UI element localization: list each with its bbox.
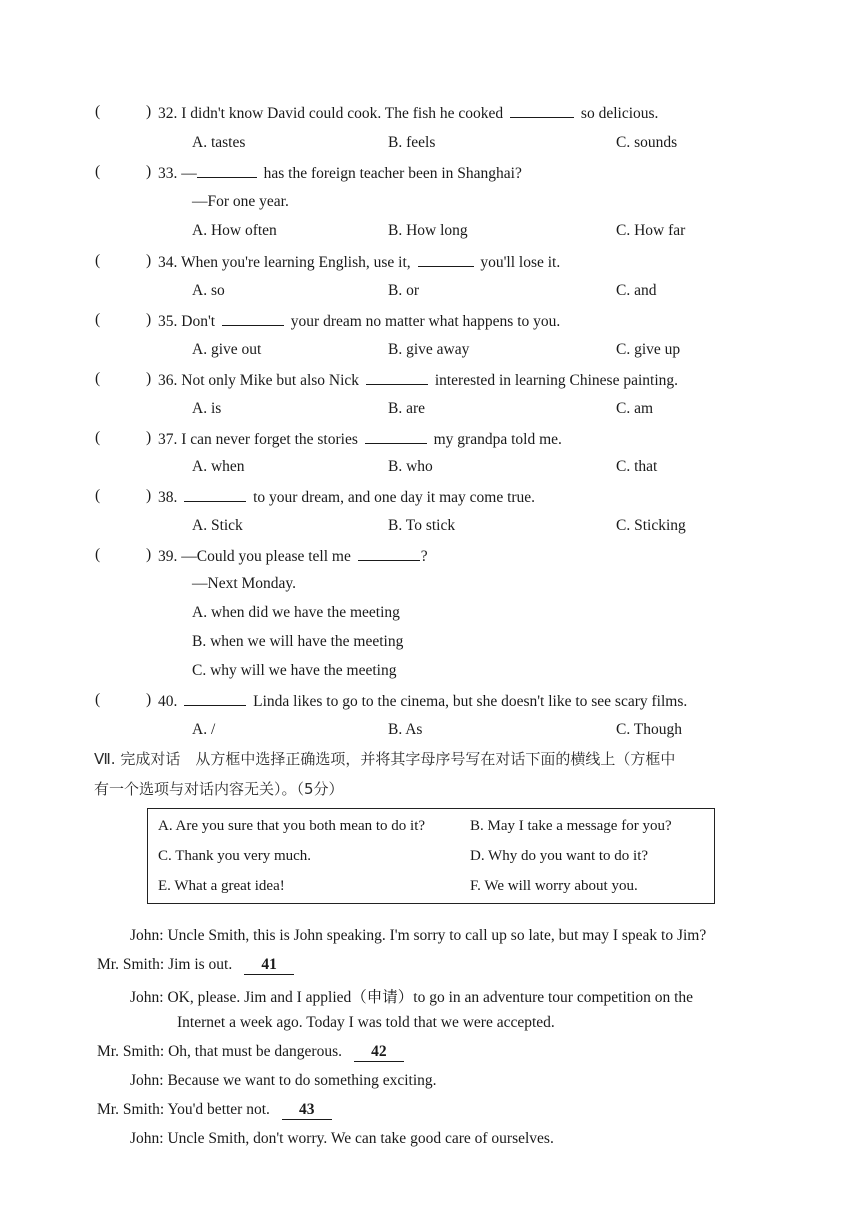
option-c: C. sounds [616, 134, 678, 151]
question-stem [158, 252, 560, 272]
box-option-c: C. Thank you very much. [158, 848, 312, 864]
question-number: 35. [158, 313, 178, 330]
stem-text-before: —Could you please tell me [181, 548, 351, 565]
option-a: A. How often [192, 222, 277, 239]
box-option-d: D. Why do you want to do it? [470, 848, 649, 864]
answer-blank-43[interactable]: 43 [282, 1101, 332, 1120]
option-c: C. that [616, 458, 658, 475]
answer-blank[interactable] [365, 429, 427, 444]
answer-blank[interactable] [358, 546, 420, 561]
dialogue-text: OK, please. Jim and I applied（申请）to go in an adventure tour competition on the [167, 989, 694, 1006]
answer-paren-open: ( [95, 691, 101, 708]
dialogue-line [130, 927, 706, 945]
answer-paren-open: ( [95, 429, 101, 446]
stem-text-before: I can never forget the stories [181, 431, 358, 448]
stem-text-before: — [181, 165, 197, 182]
question-stem [158, 370, 678, 390]
speaker-name: Mr. Smith: [97, 1101, 165, 1118]
question-number: 33. [158, 165, 178, 182]
answer-paren-close: ) [146, 311, 152, 328]
stem-text-before: When you're learning English, use it, [180, 254, 411, 271]
question-number: 36. [158, 372, 178, 389]
answer-paren-close: ) [146, 252, 152, 269]
stem-text-before: Not only Mike but also Nick [181, 372, 360, 389]
box-option-e: E. What a great idea! [158, 878, 285, 894]
option-b: B. when we will have the meeting [192, 633, 404, 650]
option-b: B. feels [388, 134, 436, 151]
option-c: C. Though [616, 721, 683, 738]
answer-blank[interactable] [418, 252, 474, 267]
answer-paren-open: ( [95, 546, 101, 563]
option-a: A. give out [192, 341, 262, 358]
question-stem [158, 487, 535, 507]
stem-text-after: to your dream, and one day it may come true. [253, 489, 536, 506]
answer-paren-open: ( [95, 370, 101, 387]
dialogue-line [130, 1072, 437, 1090]
stem-text-after: Linda likes to go to the cinema, but she doesn't like to see scary films. [253, 693, 688, 710]
answer-blank-41[interactable]: 41 [244, 956, 294, 975]
option-c: C. Sticking [616, 517, 686, 534]
dialogue-reply: —Next Monday. [192, 575, 297, 592]
question-number: 40. [158, 693, 178, 710]
answer-paren-open: ( [95, 311, 101, 328]
dialogue-line [130, 1130, 554, 1148]
stem-text-after: interested in learning Chinese painting. [434, 372, 679, 389]
question-number: 34. [158, 254, 178, 271]
speaker-name: Mr. Smith: [97, 956, 165, 973]
section-heading-line2: 有一个选项与对话内容无关）。（5分） [94, 780, 344, 798]
question-number: 37. [158, 431, 178, 448]
dialogue-text: Internet a week ago. Today I was told that we were accepted. [177, 1014, 555, 1031]
stem-text-after: ? [420, 548, 428, 565]
box-option-f: F. We will worry about you. [470, 878, 638, 894]
answer-paren-open: ( [95, 487, 101, 504]
answer-paren-open: ( [95, 103, 101, 120]
answer-blank[interactable] [184, 691, 246, 706]
option-b: B. who [388, 458, 433, 475]
stem-text-after: you'll lose it. [480, 254, 561, 271]
speaker-name: Mr. Smith: [97, 1043, 165, 1060]
question-stem [158, 311, 560, 331]
answer-paren-close: ) [146, 691, 152, 708]
dialogue-line [130, 985, 693, 1007]
answer-paren-close: ) [146, 546, 152, 563]
box-option-b: B. May I take a message for you? [470, 818, 672, 834]
option-b: B. or [388, 282, 419, 299]
dialogue-text: Jim is out. [168, 956, 233, 973]
dialogue-text: Oh, that must be dangerous. [168, 1043, 342, 1060]
option-a: A. when [192, 458, 245, 475]
stem-text-before: I didn't know David could cook. The fish he cooked [181, 105, 504, 122]
option-b: B. give away [388, 341, 470, 358]
dialogue-text: You'd better not. [167, 1101, 270, 1118]
question-stem [158, 163, 522, 183]
section-heading-line1: Ⅶ. 完成对话 从方框中选择正确选项，并将其字母序号写在对话下面的横线上（方框中 [94, 750, 676, 768]
question-stem [158, 691, 687, 711]
question-stem [158, 429, 562, 449]
option-b: B. To stick [388, 517, 456, 534]
stem-text-after: has the foreign teacher been in Shanghai? [263, 165, 522, 182]
answer-blank[interactable] [222, 311, 284, 326]
option-a: A. is [192, 400, 222, 417]
option-a: A. so [192, 282, 225, 299]
answer-blank[interactable] [510, 103, 574, 118]
dialogue-line [97, 1043, 404, 1062]
stem-text-after: your dream no matter what happens to you. [290, 313, 561, 330]
stem-text-after: my grandpa told me. [433, 431, 562, 448]
option-a: A. tastes [192, 134, 246, 151]
question-number: 32. [158, 105, 178, 122]
option-c: C. am [616, 400, 654, 417]
option-a: A. / [192, 721, 216, 738]
dialogue-line [97, 956, 294, 975]
answer-paren-close: ) [146, 163, 152, 180]
question-stem [158, 546, 428, 566]
speaker-name: John: [130, 989, 164, 1006]
answer-blank-42[interactable]: 42 [354, 1043, 404, 1062]
question-number: 38. [158, 489, 178, 506]
question-stem [158, 103, 658, 123]
section-heading [94, 744, 784, 804]
option-c: C. and [616, 282, 657, 299]
stem-text-before: Don't [181, 313, 216, 330]
answer-blank[interactable] [184, 487, 246, 502]
speaker-name: John: [130, 1130, 164, 1147]
question-number: 39. [158, 548, 178, 565]
answer-paren-open: ( [95, 252, 101, 269]
answer-paren-close: ) [146, 370, 152, 387]
dialogue-line [97, 1101, 332, 1120]
options-box [147, 808, 715, 904]
dialogue-text: Uncle Smith, don't worry. We can take good care of ourselves. [167, 1130, 554, 1147]
option-a: A. when did we have the meeting [192, 604, 400, 621]
answer-paren-close: ) [146, 103, 152, 120]
option-b: B. How long [388, 222, 468, 239]
option-c: C. give up [616, 341, 681, 358]
answer-blank[interactable] [197, 163, 257, 178]
dialogue-text: Because we want to do something exciting. [167, 1072, 437, 1089]
dialogue-reply: —For one year. [192, 193, 289, 210]
dialogue-text: Uncle Smith, this is John speaking. I'm sorry to call up so late, but may I speak to Jim? [167, 927, 707, 944]
speaker-name: John: [130, 1072, 164, 1089]
speaker-name: John: [130, 927, 164, 944]
answer-paren-close: ) [146, 487, 152, 504]
option-b: B. As [388, 721, 423, 738]
option-c: C. why will we have the meeting [192, 662, 397, 679]
dialogue-line [177, 1014, 555, 1032]
answer-paren-open: ( [95, 163, 101, 180]
option-b: B. are [388, 400, 426, 417]
stem-text-after: so delicious. [580, 105, 659, 122]
answer-blank[interactable] [366, 370, 428, 385]
box-option-a: A. Are you sure that you both mean to do it? [158, 818, 426, 834]
option-c: C. How far [616, 222, 686, 239]
answer-paren-close: ) [146, 429, 152, 446]
option-a: A. Stick [192, 517, 243, 534]
